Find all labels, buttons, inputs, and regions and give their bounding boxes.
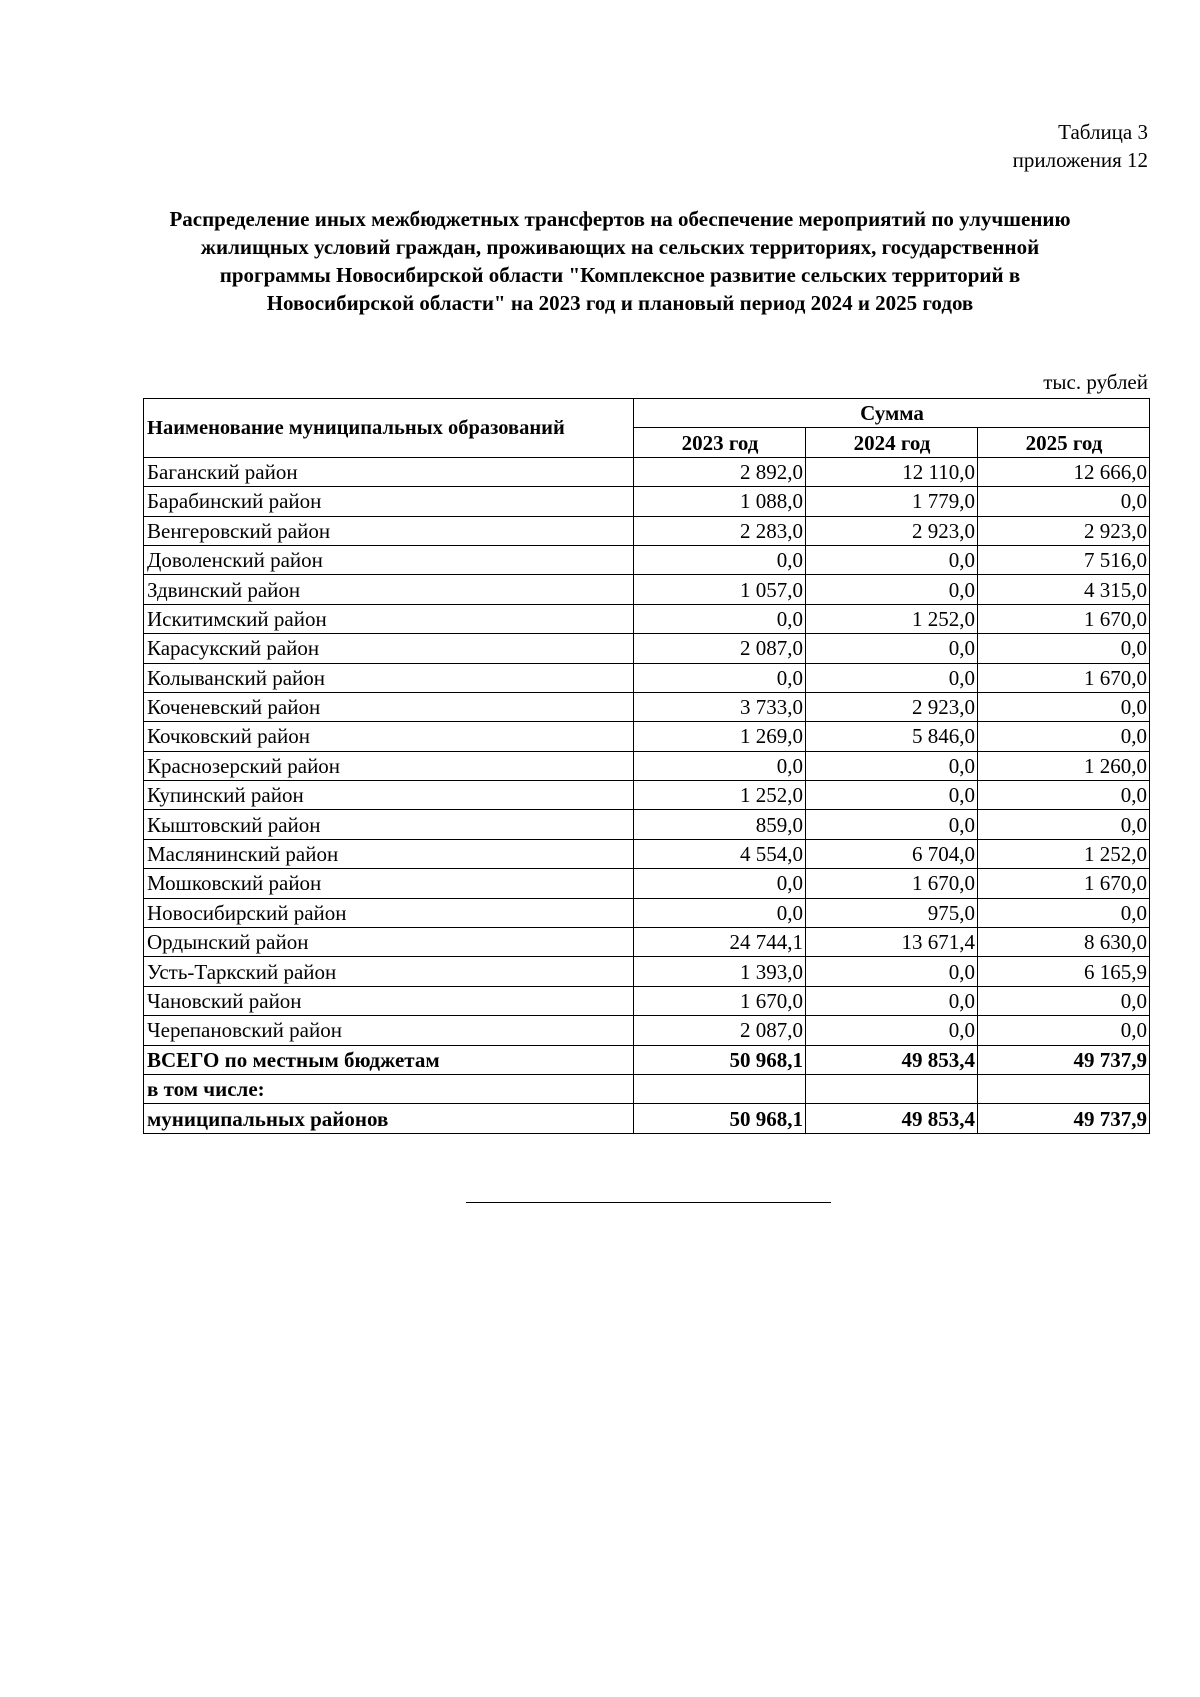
- table-row: [144, 928, 1150, 957]
- cell-2023: 1 393,0: [634, 957, 806, 986]
- cell-2025: 1 670,0: [978, 869, 1150, 898]
- distribution-table: [143, 398, 1150, 1134]
- table-row: [144, 898, 1150, 927]
- cell-2025: 6 165,9: [978, 957, 1150, 986]
- cell-2023: 0,0: [634, 869, 806, 898]
- cell-municipality: Чановский район: [144, 986, 634, 1015]
- cell-2024: 0,0: [806, 751, 978, 780]
- cell-2023: 1 670,0: [634, 986, 806, 1015]
- cell-municipality: Купинский район: [144, 781, 634, 810]
- cell-2024: 49 853,4: [806, 1104, 978, 1133]
- cell-2023: 3 733,0: [634, 692, 806, 721]
- table-row: [144, 1016, 1150, 1045]
- cell-municipality: Коченевский район: [144, 692, 634, 721]
- cell-municipality: Усть-Таркский район: [144, 957, 634, 986]
- cell-2023: 50 968,1: [634, 1104, 806, 1133]
- cell-2025: 1 670,0: [978, 604, 1150, 633]
- summary-row: [144, 1045, 1150, 1074]
- cell-2024: 0,0: [806, 663, 978, 692]
- column-header-2024: 2024 год: [806, 428, 978, 457]
- column-header-municipality: Наименование муниципальных образований: [144, 399, 634, 458]
- end-divider: [466, 1202, 831, 1203]
- table-row: [144, 810, 1150, 839]
- column-group-header-sum: Сумма: [634, 399, 1150, 428]
- cell-2025: 8 630,0: [978, 928, 1150, 957]
- cell-2023: 859,0: [634, 810, 806, 839]
- table-body: [144, 457, 1150, 1133]
- cell-2025: 4 315,0: [978, 575, 1150, 604]
- cell-2023: 50 968,1: [634, 1045, 806, 1074]
- cell-2025: 0,0: [978, 986, 1150, 1015]
- table-row: [144, 986, 1150, 1015]
- cell-2025: 12 666,0: [978, 457, 1150, 486]
- cell-2024: 0,0: [806, 957, 978, 986]
- cell-2025: 0,0: [978, 898, 1150, 927]
- cell-municipality: Баганский район: [144, 457, 634, 486]
- cell-2024: 1 252,0: [806, 604, 978, 633]
- cell-2025: 0,0: [978, 487, 1150, 516]
- cell-2023: 2 087,0: [634, 1016, 806, 1045]
- cell-2025: 0,0: [978, 810, 1150, 839]
- cell-2024: 2 923,0: [806, 692, 978, 721]
- cell-municipality: Барабинский район: [144, 487, 634, 516]
- table-row: [144, 663, 1150, 692]
- table-row: [144, 575, 1150, 604]
- cell-2023: 4 554,0: [634, 839, 806, 868]
- cell-2025: 7 516,0: [978, 545, 1150, 574]
- cell-municipality: Маслянинский район: [144, 839, 634, 868]
- cell-2023: 1 252,0: [634, 781, 806, 810]
- cell-2024: 0,0: [806, 810, 978, 839]
- cell-municipality: Краснозерский район: [144, 751, 634, 780]
- cell-2023: 1 269,0: [634, 722, 806, 751]
- cell-2023: [634, 1074, 806, 1103]
- cell-2023: 24 744,1: [634, 928, 806, 957]
- table-row: [144, 751, 1150, 780]
- table-row: [144, 957, 1150, 986]
- column-header-2025: 2025 год: [978, 428, 1150, 457]
- cell-2024: 49 853,4: [806, 1045, 978, 1074]
- cell-2024: 0,0: [806, 986, 978, 1015]
- table-number: Таблица 3: [1058, 120, 1148, 144]
- table-row: [144, 634, 1150, 663]
- column-header-2023: 2023 год: [634, 428, 806, 457]
- cell-municipality: Искитимский район: [144, 604, 634, 633]
- cell-municipality: ВСЕГО по местным бюджетам: [144, 1045, 634, 1074]
- cell-2025: 0,0: [978, 634, 1150, 663]
- cell-2025: 1 670,0: [978, 663, 1150, 692]
- summary-row: [144, 1104, 1150, 1133]
- table-row: [144, 487, 1150, 516]
- cell-2024: 0,0: [806, 1016, 978, 1045]
- table-row: [144, 545, 1150, 574]
- cell-municipality: Новосибирский район: [144, 898, 634, 927]
- cell-2025: 0,0: [978, 692, 1150, 721]
- cell-2025: 0,0: [978, 781, 1150, 810]
- document-title: Распределение иных межбюджетных трансфертов на обеспечение мероприятий по улучшению жилищных условий граждан, проживающих на сельских территориях, государственной программы Новосибирской области "Комплексное развитие сельских территорий в Новосибирской области" на 2023 год и плановый период 2024 и 2025 годов: [169, 207, 1071, 315]
- cell-municipality: Ордынский район: [144, 928, 634, 957]
- cell-municipality: Доволенский район: [144, 545, 634, 574]
- units-label: тыс. рублей: [1043, 370, 1148, 394]
- cell-municipality: муниципальных районов: [144, 1104, 634, 1133]
- cell-2023: 2 283,0: [634, 516, 806, 545]
- appendix-reference: приложения 12: [1012, 148, 1148, 172]
- table-row: [144, 781, 1150, 810]
- cell-municipality: Кыштовский район: [144, 810, 634, 839]
- cell-municipality: в том числе:: [144, 1074, 634, 1103]
- cell-2025: 2 923,0: [978, 516, 1150, 545]
- cell-2023: 2 892,0: [634, 457, 806, 486]
- cell-municipality: Здвинский район: [144, 575, 634, 604]
- cell-2023: 0,0: [634, 545, 806, 574]
- table-row: [144, 722, 1150, 751]
- table-row: [144, 869, 1150, 898]
- cell-2024: 2 923,0: [806, 516, 978, 545]
- summary-row: [144, 1074, 1150, 1103]
- cell-2025: 49 737,9: [978, 1045, 1150, 1074]
- cell-2024: 0,0: [806, 634, 978, 663]
- cell-2024: 1 779,0: [806, 487, 978, 516]
- cell-2024: 13 671,4: [806, 928, 978, 957]
- cell-2025: 1 252,0: [978, 839, 1150, 868]
- cell-2023: 1 057,0: [634, 575, 806, 604]
- cell-municipality: Карасукский район: [144, 634, 634, 663]
- table-row: [144, 457, 1150, 486]
- cell-2023: 0,0: [634, 751, 806, 780]
- cell-2023: 1 088,0: [634, 487, 806, 516]
- cell-municipality: Кочковский район: [144, 722, 634, 751]
- cell-municipality: Черепановский район: [144, 1016, 634, 1045]
- cell-2025: 0,0: [978, 1016, 1150, 1045]
- cell-2023: 2 087,0: [634, 634, 806, 663]
- cell-municipality: Венгеровский район: [144, 516, 634, 545]
- table-row: [144, 516, 1150, 545]
- cell-2024: 5 846,0: [806, 722, 978, 751]
- cell-2025: 49 737,9: [978, 1104, 1150, 1133]
- table-row: [144, 839, 1150, 868]
- cell-municipality: Мошковский район: [144, 869, 634, 898]
- cell-2023: 0,0: [634, 898, 806, 927]
- cell-2023: 0,0: [634, 604, 806, 633]
- cell-2025: 0,0: [978, 722, 1150, 751]
- cell-2024: 975,0: [806, 898, 978, 927]
- cell-2024: 6 704,0: [806, 839, 978, 868]
- cell-2023: 0,0: [634, 663, 806, 692]
- table-row: [144, 604, 1150, 633]
- cell-municipality: Колыванский район: [144, 663, 634, 692]
- cell-2024: 0,0: [806, 545, 978, 574]
- cell-2024: 12 110,0: [806, 457, 978, 486]
- cell-2025: 1 260,0: [978, 751, 1150, 780]
- cell-2024: 0,0: [806, 575, 978, 604]
- cell-2025: [978, 1074, 1150, 1103]
- cell-2024: [806, 1074, 978, 1103]
- table-row: [144, 692, 1150, 721]
- cell-2024: 0,0: [806, 781, 978, 810]
- cell-2024: 1 670,0: [806, 869, 978, 898]
